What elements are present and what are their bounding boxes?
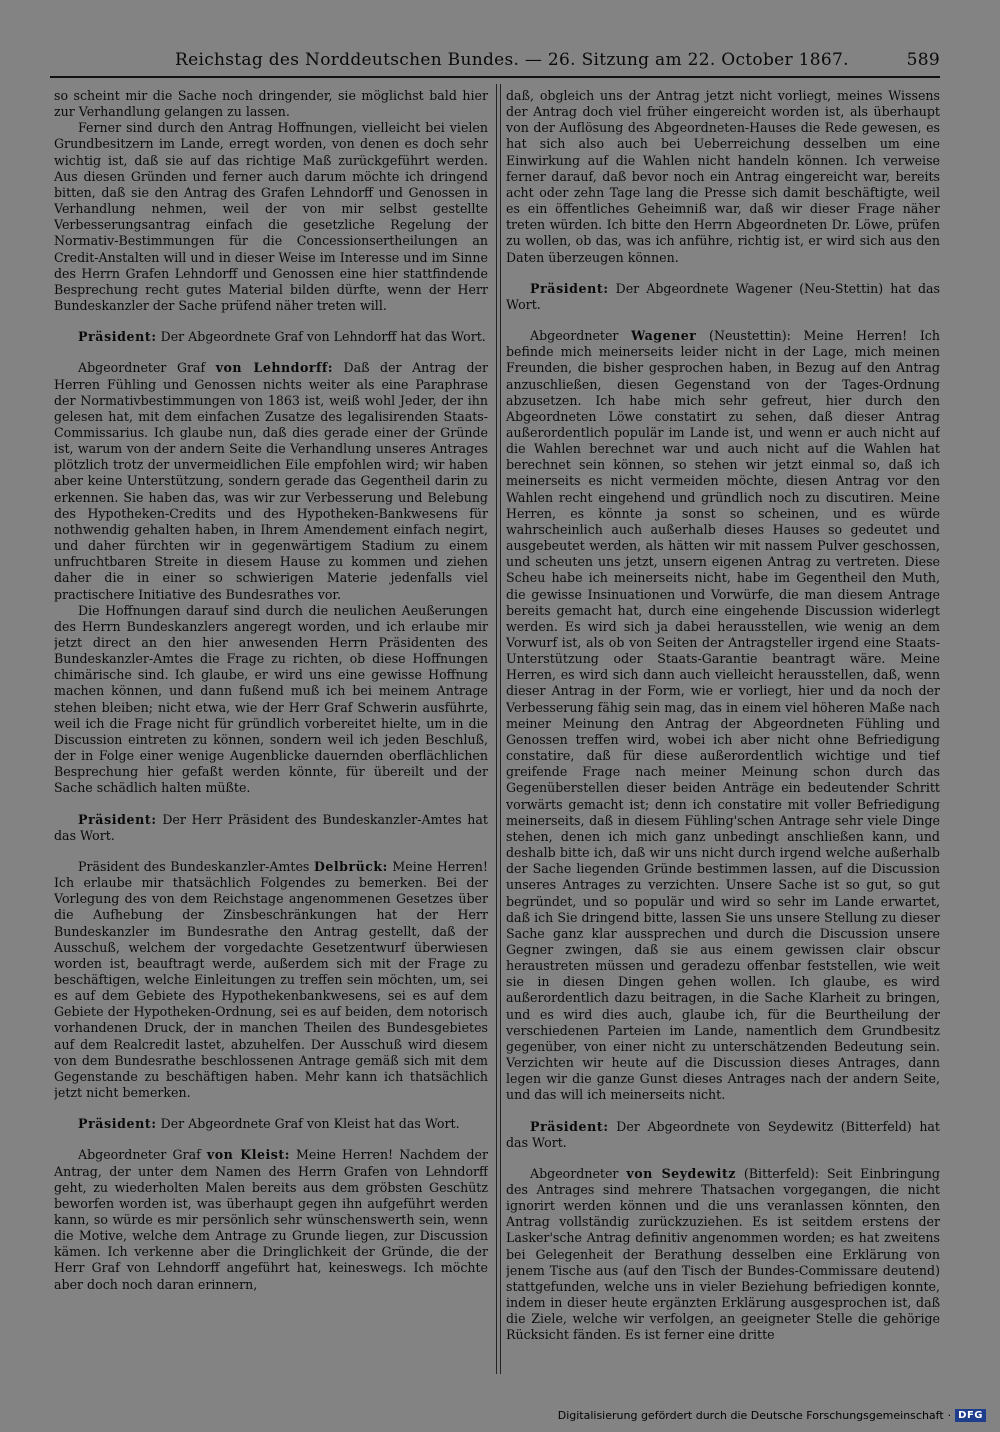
president-remark — [54, 329, 488, 345]
paragraph-gap — [506, 1104, 940, 1119]
remark-text: Der Abgeordnete Wagener (Neu-Stettin) hat das Wort. — [506, 280, 940, 312]
speaker-name: Delbrück: — [313, 858, 388, 874]
speaker-name: Wagener — [631, 328, 697, 344]
paragraph-text: Ferner sind durch den Antrag Hoffnungen, vielleicht bei vielen Grundbesitzern im Lande, erregt worden, von denen es doch sehr wichtig ist, daß sie auf das richtige Maß zurückgeführt werden. Aus diesen Gründen und ferner auch darum möchte ich dringend bitten, daß sie den Antrag des Grafen Lehndorff und Genossen in Verhandlung nehmen, weil der von mir selbst gestellte Verbesserungsantrag einfach die gesetzliche Regelung der Normativ-Bestimmungen für die Concessionsertheilungen an Credit-Anstalten will und in dieser Weise im Interesse und im Sinne des Herrn Grafen Lehndorff und Genossen eine hier stattfindende Besprechung recht gutes Material bilden dürfte, wenn der Herr Bundeskanzler der Sache prüfend näher treten will. — [54, 120, 488, 314]
speaker-label: Präsident: — [78, 1116, 157, 1132]
speaker-title: Abgeordneter Graf — [78, 360, 206, 376]
paragraph-gap — [54, 1101, 488, 1116]
speech — [54, 859, 488, 1101]
page-header — [50, 50, 940, 76]
paragraph-gap — [54, 345, 488, 360]
paragraph-gap — [506, 1151, 940, 1166]
paragraph-gap — [506, 313, 940, 328]
president-remark — [54, 812, 488, 844]
speaker-title: Präsident des Bundeskanzler-Amtes — [78, 858, 310, 874]
paragraph — [54, 120, 488, 314]
column-divider — [496, 84, 497, 1374]
speaker-label: Präsident: — [530, 280, 609, 296]
speech — [54, 1147, 488, 1292]
paragraph-gap — [54, 797, 488, 812]
running-title: Reichstag des Norddeutschen Bundes. — 26. Sitzung am 22. October 1867. — [175, 50, 849, 70]
speaker-label: Präsident: — [530, 1118, 609, 1134]
paragraph — [506, 88, 940, 266]
speaker-constituency: (Bitterfeld): — [743, 1165, 820, 1181]
speech — [506, 328, 940, 1104]
speech-text: Seit Einbringung des Antrages sind mehrere Thatsachen vorgegangen, die nicht ignorirt werden können und die uns veranlassen könnten, den Antrag vollständig zurückzuziehen. Es ist seitdem erstens der Lasker'sche Antrag definitiv angenommen worden; es hat zweitens bei Gelegenheit der Berathung desselben eine Erklärung von jenem Tische aus (auf den Tisch der Bundes-Commissare deutend) stattgefunden, welche uns in vieler Beziehung befriedigen konnte, indem in dieser heute ergänzten Erklärung ausgesprochen ist, daß die Ziele, welche wir verfolgen, an geeigneter Stelle die gehörige Rücksicht fänden. Es ist ferner eine dritte — [506, 1165, 940, 1343]
speaker-constituency: (Neustettin): — [709, 328, 791, 344]
left-column — [54, 88, 488, 1370]
speech-text: Meine Herren! Ich befinde mich meinerseits leider nicht in der Lage, mich meinen Freunden, die bisher gesprochen haben, in Bezug auf den Antrag anzuschließen, diesen Gegenstand von der Tages-Ordnung abzusetzen. Ich habe mich sehr gefreut, hier durch den Abgeordneten Löwe constatirt zu sehen, daß dieser Antrag außerordentlich populär im Lande ist, und wenn er auch nicht auf die Wahlen berechnet war und auch nicht auf die Wahlen hat berechnet sein können, so stehen wir jetzt einmal so, daß ich meinerseits es nicht vermeiden möchte, diesen Antrag vor den Wahlen recht eingehend und gründlich noch zu discutiren. Meine Herren, es könnte ja sonst so scheinen, und es würde wahrscheinlich auch außerhalb dieses Hauses so gedeutet und ausgebeutet werden, als hätten wir mit nassem Pulver geschossen, und scheuten uns jetzt, unsern eigenen Antrag zu vertreten. Diese Scheu habe ich meinerseits nicht, habe im Gegentheil den Muth, die gewisse Insinuationen und Vorwürfe, die man diesem Antrage bereits gemacht hat, durch eine eingehende Discussion widerlegt werden. Es wird sich ja dabei herausstellen, wie wenig an dem Vorwurf ist, als ob von Seiten der Antragsteller irgend eine Staats-Unterstützung oder Staats-Garantie beantragt wäre. Meine Herren, es wird sich dann auch vielleicht herausstellen, daß, wenn dieser Antrag in der Form, wie er vorliegt, hier und da noch der Verbesserung fähig sein mag, das in einem viel höheren Maße nach meiner Meinung den Antrag der Abgeordneten Fühling und Genossen treffen wird, wobei ich aber nicht ohne Befriedigung constatire, daß für diese außerordentlich wichtige und tief greifende Frage nach meiner Meinung schon durch das Gegenüberstellen dieser beiden Anträge ein bedeutender Schritt vorwärts gemacht ist; denn ich constatire mit voller Befriedigung meinerseits, daß in diesem Fühling'schen Antrage sehr viele Dinge stehen, denen ich mich ganz unbedingt anschließen kann, und deshalb bitte ich, daß wir uns nicht durch irgend welche außerhalb der Sache liegenden Gründe bestimmen lassen, auf die Discussion unseres Antrages zu verzichten. Unsere Sache ist so gut, so gut begründet, und so populär und wird so sehr im Lande erwartet, daß ich Sie dringend bitte, lassen Sie uns unsere Stellung zu dieser Sache ganz klar aussprechen und durch die Discussion unsere Gegner zwingen, daß sie aus einem gewissen clair obscur heraustreten müssen und geradezu offenbar feststellen, wie weit sie in diesen Dingen gehen wollen. Ich glaube, es wird außerordentlich dazu beitragen, in die Sache Klarheit zu bringen, und es wird dies auch, glaube ich, für die Beurtheilung der verschiedenen Parteien im Lande, namentlich dem Grundbesitz gegenüber, von einer nicht zu unterschätzenden Bedeutung sein. Verzichten wir heute auf die Discussion dieses Antrages, dann legen wir die ganze Gunst dieses Antrages nach der andern Seite, und das will ich meinerseits nicht. — [506, 328, 940, 1103]
speech-text: Meine Herren! Nachdem der Antrag, der unter dem Namen des Herrn Grafen von Lehndorff geht, zu wiederholten Malen bereits aus dem gröbsten Geschütz beworfen worden ist, was überhaupt gegen ihn aufgeführt werden kann, so würde es mir persönlich sehr wünschenswerth sein, wenn die Motive, welche dem Antrage zu Grunde liegen, zur Discussion kämen. Ich verkenne aber die Dringlichkeit der Gründe, die der Herr Graf von Lehndorff angeführt hat, keineswegs. Ich möchte aber doch noch daran erinnern, — [54, 1147, 488, 1292]
speaker-name: von Lehndorff: — [215, 360, 333, 376]
funding-footer: Digitalisierung gefördert durch die Deutsche Forschungsgemeinschaft · DFG — [558, 1409, 986, 1422]
paragraph-text: Die Hoffnungen darauf sind durch die neulichen Aeußerungen des Herrn Bundeskanzlers angeregt worden, und ich erlaube mir jetzt direct an den hier anwesenden Herrn Präsidenten des Bundeskanzler-Amtes die Frage zu richten, ob diese Hoffnungen chimärische sind. Ich glaube, er wird uns eine gewisse Hoffnung machen können, und dann fußend muß ich bei meinem Antrage stehen bleiben; nicht etwa, wie der Herr Graf Schwerin ausführte, weil ich die Frage nicht für gründlich vorbereitet hielte, um in die Discussion eintreten zu können, sondern weil ich jeden Beschluß, der in Folge einer wenige Augenblicke dauernden oberflächlichen Besprechung hier gefaßt werden könnte, für übereilt und der Sache schädlich halten müßte. — [54, 602, 488, 796]
speaker-label: Präsident: — [78, 329, 157, 345]
paragraph — [54, 603, 488, 797]
speaker-label: Präsident: — [78, 811, 157, 827]
paragraph-gap — [506, 266, 940, 281]
paragraph-gap — [54, 844, 488, 859]
speaker-name: von Seydewitz — [626, 1165, 736, 1181]
right-column — [506, 88, 940, 1370]
speech — [506, 1166, 940, 1344]
remark-text: Der Abgeordnete Graf von Kleist hat das Wort. — [160, 1116, 460, 1132]
speaker-name: von Kleist: — [206, 1147, 290, 1163]
page-number: 589 — [906, 50, 940, 70]
speech — [54, 360, 488, 602]
paragraph-text: so scheint mir die Sache noch dringender, sie möglichst bald hier zur Verhandlung gelangen zu lassen. — [54, 88, 488, 120]
dfg-logo: DFG — [955, 1409, 986, 1422]
remark-text: Der Abgeordnete von Seydewitz (Bitterfeld) hat das Wort. — [506, 1118, 940, 1150]
funding-note: Digitalisierung gefördert durch die Deutsche Forschungsgemeinschaft — [557, 1409, 944, 1422]
speaker-title: Abgeordneter Graf — [78, 1147, 201, 1163]
speaker-title: Abgeordneter — [530, 1165, 619, 1181]
header-rule — [50, 76, 940, 78]
remark-text: Der Herr Präsident des Bundeskanzler-Amtes hat das Wort. — [54, 811, 488, 843]
president-remark — [54, 1116, 488, 1132]
speaker-title: Abgeordneter — [530, 328, 619, 344]
remark-text: Der Abgeordnete Graf von Lehndorff hat das Wort. — [160, 329, 486, 345]
speech-text: Daß der Antrag der Herren Fühling und Genossen nichts weiter als eine Paraphrase der Normativbestimmungen von 1863 ist, weiß wohl Jeder, der ihn gelesen hat, mit dem einfachen Zusatze des legalisirenden Staats-Commissarius. Ich glaube nun, daß dies gerade einer der Gründe ist, warum von der andern Seite die Verhandlung unseres Antrages plötzlich trotz der unvermeidlichen Eile empfohlen wird; wir haben aber keine Unterstützung, sondern gerade das Gegentheil darin zu erkennen. Sie haben das, was wir zur Verbesserung und Belebung des Hypotheken-Credits und des Hypotheken-Bankwesens für nothwendig gehalten haben, in Ihrem Amendement einfach negirt, und daher fürchten wir in gegenwärtigem Stadium zu einem unfruchtbaren Streite in diesem Hause zu kommen und ziehen daher die in einer so schwierigen Materie jedenfalls viel practischere Initiative des Bundesrathes vor. — [54, 360, 488, 602]
president-remark — [506, 281, 940, 313]
paragraph — [54, 88, 488, 120]
speech-text: Meine Herren! Ich erlaube mir thatsächlich Folgendes zu bemerken. Bei der Vorlegung des von dem Reichstage angenommenen Gesetzes über die Aufhebung der Zinsbeschränkungen hat der Herr Bundeskanzler im Bundesrathe den Antrag gestellt, daß der Ausschuß, welchem der vorgedachte Gesetzentwurf überwiesen worden ist, beauftragt werde, außerdem sich mit der Frage zu beschäftigen, welche Einleitungen zu treffen sein möchten, um, sei es auf dem Gebiete des Hypothekenbankwesens, sei es auf dem Gebiete der Hypotheken-Ordnung, sei es auf beiden, dem notorisch vorhandenen Druck, der in manchen Theilen des Bundesgebietes auf dem Realcredit lastet, abzuhelfen. Der Ausschuß wird diesem von dem Bundesrathe beschlossenen Antrage gemäß sich mit dem Gegenstande zu beschäftigen haben. Mehr kann ich thatsächlich jetzt nicht bemerken. — [54, 858, 488, 1101]
column-divider — [500, 84, 501, 1374]
paragraph-text: daß, obgleich uns der Antrag jetzt nicht vorliegt, meines Wissens der Antrag doch viel früher eingereicht worden ist, als überhaupt von der Auflösung des Abgeordneten-Hauses die Rede gewesen, es hat sich also auch bei Ueberreichung desselben um eine Einwirkung auf die Wahlen nicht handeln können. Ich verweise ferner darauf, daß bevor noch ein Antrag eingereicht war, bereits acht oder zehn Tage lang die Presse sich damit beschäftigte, weil es ein öffentliches Geheimniß war, daß wir dieser Frage näher treten würden. Ich bitte den Herrn Abgeordneten Dr. Löwe, prüfen zu wollen, ob das, was ich anführe, richtig ist, er wird sich aus den Daten überzeugen können. — [506, 88, 940, 265]
president-remark — [506, 1119, 940, 1151]
paragraph-gap — [54, 1132, 488, 1147]
paragraph-gap — [54, 314, 488, 329]
